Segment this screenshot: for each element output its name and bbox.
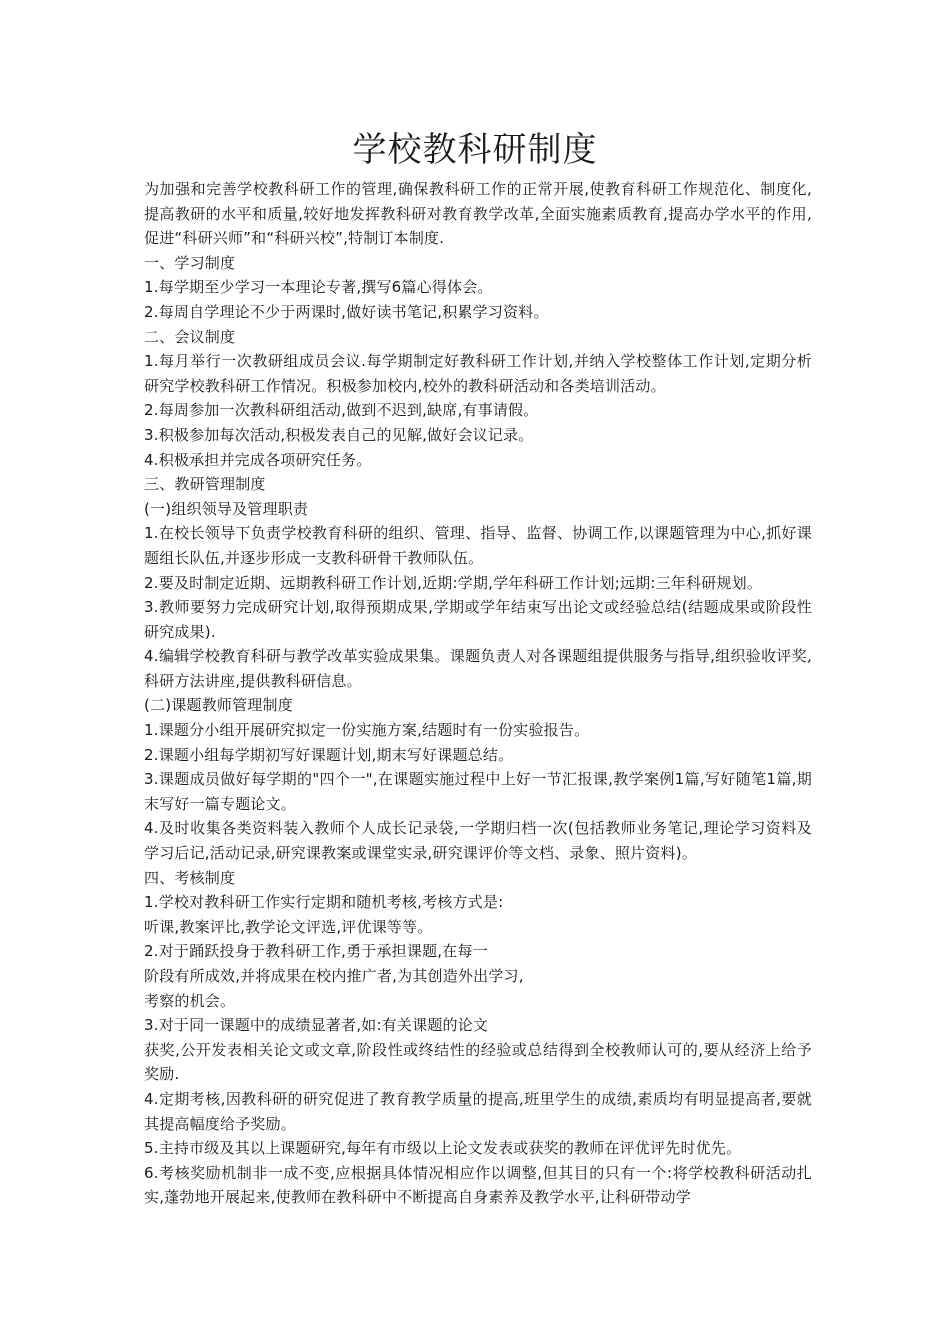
paragraph: 三、教研管理制度 <box>144 475 266 494</box>
paragraph: 1.每学期至少学习一本理论专著,撰写6篇心得体会。 <box>144 278 493 297</box>
paragraph: 4.积极承担并完成各项研究任务。 <box>144 450 372 469</box>
paragraph: 3.积极参加每次活动,积极发表自己的见解,做好会议记录。 <box>144 425 534 444</box>
paragraph: 4.编辑学校教育科研与教学改革实验成果集。课题负责人对各课题组提供服务与指导,组织验收评奖,科研方法讲座,提供教科研信息。 <box>144 647 812 690</box>
paragraph: 为加强和完善学校教科研工作的管理,确保教科研工作的正常开展,使教育科研工作规范化、制度化,提高教研的水平和质量,较好地发挥教科研对教育教学改革,全面实施素质教育,提高办学水平的作用,促进“科研兴师”和“科研兴校”,特制订本制度. <box>144 180 812 248</box>
paragraph: 1.每月举行一次教研组成员会议.每学期制定好教科研工作计划,并纳入学校整体工作计划,定期分析研究学校教科研工作情况。积极参加校内,校外的教科研活动和各类培训活动。 <box>144 352 812 395</box>
paragraph: 1.在校长领导下负责学校教育科研的组织、管理、指导、监督、协调工作,以课题管理为中心,抓好课题组长队伍,并逐步形成一支教科研骨干教师队伍。 <box>144 524 812 567</box>
paragraph: 1.课题分小组开展研究拟定一份实施方案,结题时有一份实验报告。 <box>144 721 590 740</box>
paragraph: 二、会议制度 <box>144 327 236 346</box>
paragraph: (一)组织领导及管理职责 <box>144 499 309 518</box>
paragraph: 2.对于踊跃投身于教科研工作,勇于承担课题,在每一 <box>144 942 488 961</box>
document-title: 学校教科研制度 <box>352 130 598 170</box>
paragraph: 4.定期考核,因教科研的研究促进了教育教学质量的提高,班里学生的成绩,素质均有明显提高者,要就其提高幅度给予奖励。 <box>144 1089 812 1133</box>
paragraph: 3.对于同一课题中的成绩显著者,如:有关课题的论文 <box>144 1016 489 1035</box>
paragraph: 2.每周参加一次教科研组活动,做到不迟到,缺席,有事请假。 <box>144 401 539 420</box>
paragraph: 四、考核制度 <box>144 868 236 887</box>
paragraph: 一、学习制度 <box>144 253 236 272</box>
paragraph: 听课,教案评比,教学论文评选,评优课等等。 <box>144 917 433 936</box>
document-body <box>144 177 812 1210</box>
paragraph: 3.课题成员做好每学期的"四个一",在课题实施过程中上好一节汇报课,教学案例1篇,写好随笔1篇,期末写好一篇专题论文。 <box>144 770 812 813</box>
paragraph: (二)课题教师管理制度 <box>144 696 293 715</box>
paragraph: 6.考核奖励机制非一成不变,应根据具体情况相应作以调整,但其目的只有一个:将学校教科研活动扎实,蓬勃地开展起来,使教师在教科研中不断提高自身素养及教学水平,让科研带动学 <box>144 1163 812 1207</box>
paragraph: 5.主持市级及其以上课题研究,每年有市级以上论文发表或获奖的教师在评优评先时优先。 <box>144 1139 742 1158</box>
paragraph: 获奖,公开发表相关论文或文章,阶段性或终结性的经验或总结得到全校教师认可的,要从经济上给予奖励. <box>144 1040 812 1084</box>
paragraph: 1.学校对教科研工作实行定期和随机考核,考核方式是: <box>144 893 504 912</box>
paragraph: 阶段有所成效,并将成果在校内推广者,为其创造外出学习, <box>144 967 524 985</box>
paragraph: 2.要及时制定近期、远期教科研工作计划,近期:学期,学年科研工作计划;远期:三年科研规划。 <box>144 573 763 592</box>
paragraph: 2.每周自学理论不少于两课时,做好读书笔记,积累学习资料。 <box>144 302 549 321</box>
paragraph: 4.及时收集各类资料装入教师个人成长记录袋,一学期归档一次(包括教师业务笔记,理论学习资料及学习后记,活动记录,研究课教案或课堂实录,研究课评价等文档、录象、照片资料)。 <box>144 819 812 863</box>
paragraph: 3.教师要努力完成研究计划,取得预期成果,学期或学年结束写出论文或经验总结(结题成果或阶段性研究成果). <box>144 598 812 641</box>
paragraph: 2.课题小组每学期初写好课题计划,期末写好课题总结。 <box>144 745 514 764</box>
paragraph: 考察的机会。 <box>144 991 236 1010</box>
